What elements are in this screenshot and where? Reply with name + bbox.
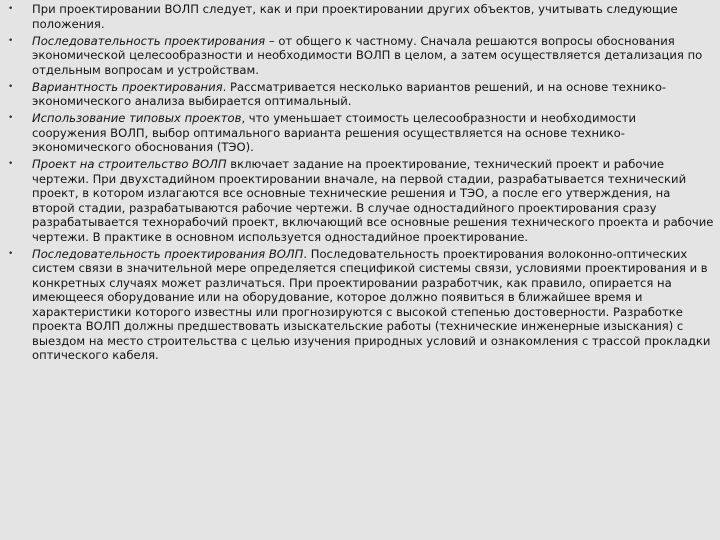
bullet-item-3 (8, 80, 714, 109)
bullet-list (8, 2, 714, 366)
bullet-item-1 (8, 2, 714, 31)
bullet-icon: • (8, 35, 14, 46)
bullet-lead: Использование типовых проектов (32, 111, 242, 126)
bullet-text: , что уменьшает стоимость целесообразности и необходимости сооружения ВОЛП, выбор оптимального варианта решения осуществляется на основе технико-экономического обоснования (ТЭО). (32, 111, 636, 155)
bullet-lead: Вариантность проектирования (32, 79, 223, 94)
bullet-icon: • (8, 113, 14, 124)
bullet-text: При проектировании ВОЛП следует, как и при проектировании других объектов, учитывать следующие положения. (32, 2, 678, 31)
bullet-lead: Проект на строительство ВОЛП (32, 157, 227, 172)
bullet-text: включает задание на проектирование, технический проект и рабочие чертежи. При двухстадийном проектировании вначале, на первой стадии, разрабатывается технический проект, в котором излагаются все основные технические решения и ТЭО, а после его утверждения, на второй стадии, разрабатываются рабочие чертежи. В случае одностадийного проектирования сразу разрабатывается технорабочий проект, включающий все основные решения технического проекта и рабочие чертежи. В практике в основном используется одностадийное проектирование. (32, 157, 714, 244)
bullet-icon: • (8, 4, 14, 14)
bullet-text: – от общего к частному. Сначала решаются вопросы обоснования экономической целесообразности и необходимости ВОЛП в целом, а затем осуществляется детализация по отдельным вопросам и устройствам. (32, 33, 703, 77)
bullet-item-6 (8, 247, 714, 363)
bullet-icon: • (8, 81, 14, 92)
bullet-item-2 (8, 34, 714, 78)
bullet-icon: • (8, 248, 14, 259)
bullet-text: . Последовательность проектирования волоконно-оптических систем связи в значительной мере определяется спецификой системы связи, условиями проектирования и в конкретных случаях может различаться. При проектировании разработчик, как правило, опирается на имеющееся оборудование или на оборудование, которое должно появиться в ближайшее время и характеристики которого известны или прогнозируются с высокой степенью достоверности. Разработке проекта ВОЛП должны предшествовать изыскательские работы (технические инженерные изыскания) с выездом на место строительства с целью изучения природных условий и ознакомления с трассой прокладки оптического кабеля. (32, 246, 711, 363)
bullet-icon: • (8, 159, 14, 170)
bullet-item-4 (8, 111, 714, 155)
bullet-item-5 (8, 157, 714, 244)
bullet-lead: Последовательность проектирования (32, 33, 266, 48)
bullet-lead: Последовательность проектирования ВОЛП (32, 246, 304, 261)
bullet-text: . Рассматривается несколько вариантов решений, и на основе технико-экономического анализа выбирается оптимальный. (32, 79, 667, 109)
